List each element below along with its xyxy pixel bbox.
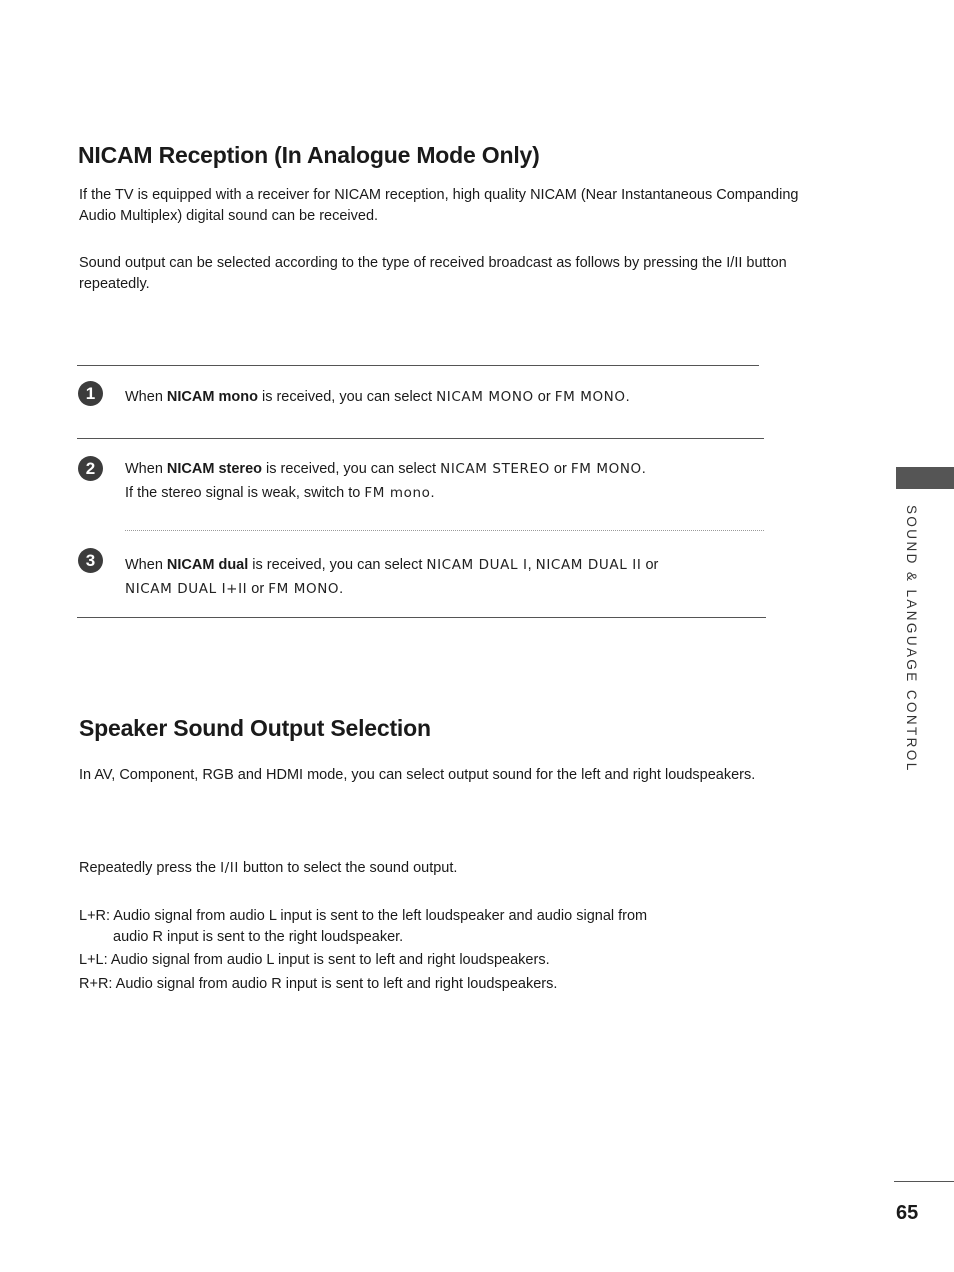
step-3-text: When NICAM dual is received, you can select NICAM DUAL I, NICAM DUAL II or NICAM DUAL I+II or FM MONO. (125, 557, 659, 597)
step-number-2: 2 (78, 456, 103, 481)
step-number-1: 1 (78, 381, 103, 406)
chapter-tab (896, 467, 954, 489)
osd-option: NICAM DUAL I+II (125, 581, 248, 597)
press-instruction: Repeatedly press the I/II button to select the sound output. (79, 860, 458, 876)
nicam-intro-paragraph: If the TV is equipped with a receiver for NICAM reception, high quality NICAM (Near Instantaneous Companding Audio Multiplex) digital sound can be received. (79, 187, 799, 224)
divider (77, 438, 764, 439)
chapter-label: SOUND & LANGUAGE CONTROL (904, 505, 919, 773)
step-2-text: When NICAM stereo is received, you can select NICAM STEREO or FM MONO. (125, 461, 646, 477)
osd-option: NICAM MONO (436, 389, 534, 405)
osd-option: NICAM STEREO (440, 461, 550, 477)
section-title-speaker-output: Speaker Sound Output Selection (79, 715, 431, 741)
speaker-intro-paragraph: In AV, Component, RGB and HDMI mode, you can select output sound for the left and right loudspeakers. (79, 767, 756, 783)
lr-description: L+R: Audio signal from audio L input is sent to the left loudspeaker and audio signal from (79, 908, 648, 924)
key-label: I/II (220, 860, 239, 876)
divider (77, 617, 766, 618)
osd-option: NICAM DUAL II (535, 557, 642, 573)
ll-description: L+L: Audio signal from audio L input is sent to left and right loudspeakers. (79, 952, 550, 968)
dotted-divider (125, 530, 764, 531)
osd-option: NICAM DUAL I (426, 557, 528, 573)
step-2-note: If the stereo signal is weak, switch to FM mono. (125, 485, 435, 501)
page-number: 65 (896, 1202, 919, 1224)
step-number-3: 3 (78, 548, 103, 573)
osd-option: FM MONO (268, 581, 340, 597)
divider (77, 365, 759, 366)
osd-option: FM MONO (554, 389, 626, 405)
nicam-instruction-paragraph: Sound output can be selected according to the type of received broadcast as follows by pressing the I/II button repeatedly. (79, 255, 787, 292)
osd-option: FM MONO (570, 461, 642, 477)
page-number-rule (894, 1181, 954, 1182)
osd-option: FM mono (364, 485, 431, 501)
lr-description-cont: audio R input is sent to the right loudspeaker. (113, 929, 404, 945)
section-title-nicam: NICAM Reception (In Analogue Mode Only) (78, 142, 540, 168)
rr-description: R+R: Audio signal from audio R input is sent to left and right loudspeakers. (79, 976, 558, 992)
step-1-text: When NICAM mono is received, you can select NICAM MONO or FM MONO. (125, 389, 630, 405)
